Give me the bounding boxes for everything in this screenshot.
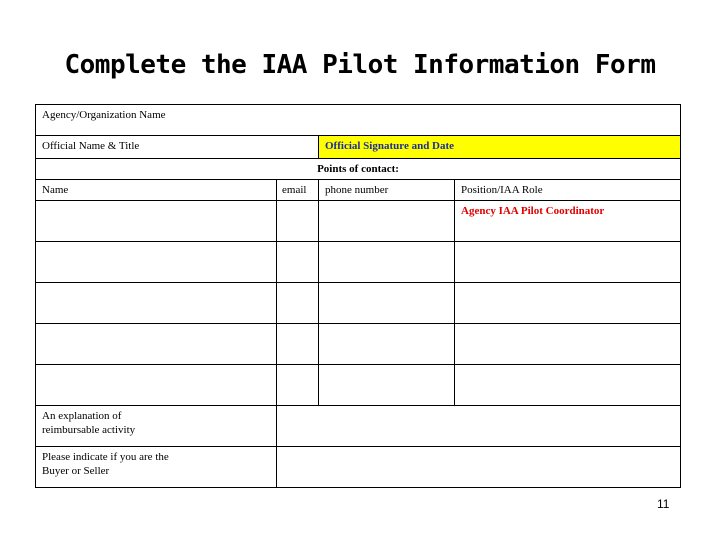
- contact-name-cell[interactable]: [36, 324, 277, 365]
- explanation-label-line1: An explanation of: [42, 410, 122, 422]
- contact-role-cell[interactable]: [455, 324, 681, 365]
- contact-row: [36, 283, 681, 324]
- points-of-contact-heading: Points of contact:: [36, 159, 681, 180]
- official-row: [36, 136, 681, 159]
- contact-name-cell[interactable]: [36, 283, 277, 324]
- buyer-seller-field[interactable]: [277, 447, 681, 488]
- contact-phone-cell[interactable]: [319, 283, 455, 324]
- points-of-contact-row: [36, 159, 681, 180]
- explanation-field[interactable]: [277, 406, 681, 447]
- contact-name-cell[interactable]: [36, 242, 277, 283]
- official-name-label: Official Name & Title: [42, 140, 140, 152]
- page-title: Complete the IAA Pilot Information Form: [64, 50, 656, 80]
- column-header-email: email: [277, 180, 319, 201]
- official-name-field[interactable]: [36, 136, 277, 159]
- official-signature-label: Official Signature and Date: [325, 140, 455, 152]
- explanation-label-line2: reimbursable activity: [42, 424, 136, 436]
- column-header-phone: phone number: [319, 180, 455, 201]
- pilot-information-form: [35, 104, 681, 488]
- contact-email-cell[interactable]: [277, 324, 319, 365]
- contact-row: [36, 365, 681, 406]
- contact-name-cell[interactable]: [36, 365, 277, 406]
- contact-email-cell[interactable]: [277, 283, 319, 324]
- column-header-name: Name: [36, 180, 277, 201]
- contact-phone-cell[interactable]: [319, 365, 455, 406]
- buyer-seller-label-line1: Please indicate if you are the: [42, 451, 169, 463]
- contact-phone-cell[interactable]: [319, 324, 455, 365]
- contact-email-cell[interactable]: [277, 201, 319, 242]
- contact-row: [36, 242, 681, 283]
- contact-role-cell[interactable]: [455, 283, 681, 324]
- contact-role-cell[interactable]: [455, 201, 681, 242]
- contact-header-row: [36, 180, 681, 201]
- agency-name-label: Agency/Organization Name: [42, 109, 166, 121]
- column-header-role: Position/IAA Role: [455, 180, 681, 201]
- contact-row: [36, 324, 681, 365]
- explanation-label: [36, 406, 277, 447]
- coordinator-role-label: Agency IAA Pilot Coordinator: [461, 205, 605, 217]
- official-name-spacer: [277, 136, 319, 159]
- buyer-seller-label: [36, 447, 277, 488]
- explanation-row: [36, 406, 681, 447]
- contact-row: [36, 201, 681, 242]
- contact-phone-cell[interactable]: [319, 201, 455, 242]
- contact-role-cell[interactable]: [455, 365, 681, 406]
- contact-role-cell[interactable]: [455, 242, 681, 283]
- contact-name-cell[interactable]: [36, 201, 277, 242]
- contact-email-cell[interactable]: [277, 242, 319, 283]
- agency-row: [36, 105, 681, 136]
- official-signature-field[interactable]: [319, 136, 681, 159]
- buyer-seller-label-line2: Buyer or Seller: [42, 465, 110, 477]
- buyer-seller-row: [36, 447, 681, 488]
- page-number: 11: [657, 497, 670, 511]
- contact-email-cell[interactable]: [277, 365, 319, 406]
- contact-phone-cell[interactable]: [319, 242, 455, 283]
- agency-name-field[interactable]: [36, 105, 681, 136]
